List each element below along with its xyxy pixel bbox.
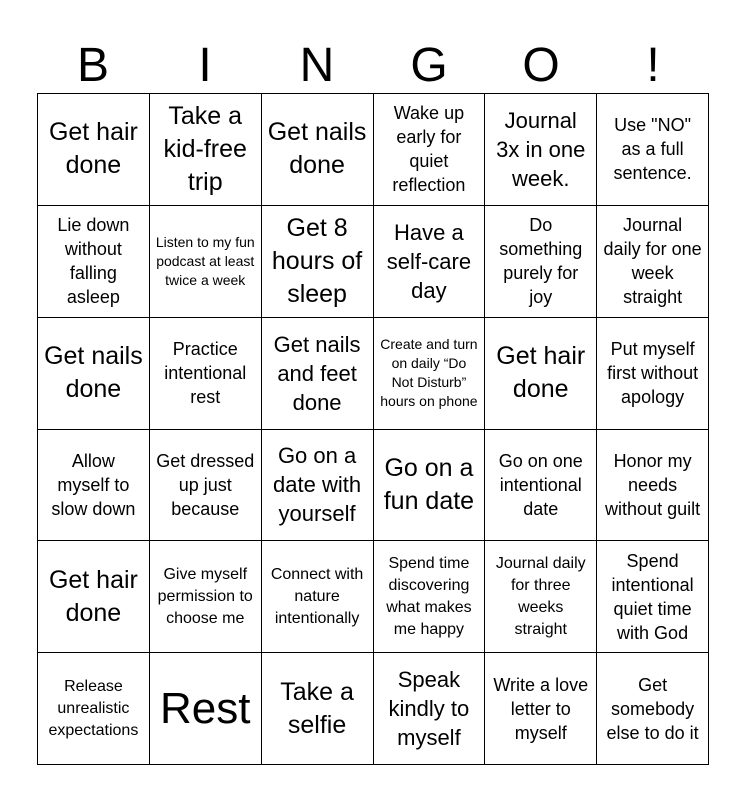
bingo-header-letter: B <box>76 39 109 92</box>
bingo-header <box>37 38 709 94</box>
bingo-cell-text: Honor my needs without guilt <box>605 450 701 519</box>
bingo-cell-text: Do something purely for joy <box>499 215 583 308</box>
bingo-cell[interactable] <box>38 653 150 765</box>
bingo-cell[interactable] <box>597 94 709 206</box>
bingo-cell-text: Use "NO" as a full sentence. <box>613 115 692 184</box>
bingo-cell[interactable] <box>597 430 709 542</box>
bingo-cell[interactable] <box>38 94 150 206</box>
bingo-cell[interactable] <box>597 206 709 318</box>
bingo-cell-text: Spend intentional quiet time with God <box>611 550 694 643</box>
bingo-cell[interactable] <box>262 318 374 430</box>
bingo-board <box>37 93 709 765</box>
bingo-cell-text: Journal daily for three weeks straight <box>495 554 586 638</box>
bingo-cell-text: Get nails and feet done <box>273 331 361 415</box>
bingo-cell-text: Go on a fun date <box>383 453 475 515</box>
bingo-cell-text: Go on one intentional date <box>498 450 583 519</box>
bingo-cell[interactable] <box>485 94 597 206</box>
bingo-cell[interactable] <box>485 318 597 430</box>
bingo-cell[interactable] <box>374 430 486 542</box>
bingo-cell-text: Put myself first without apology <box>607 339 699 408</box>
bingo-cell[interactable] <box>374 318 486 430</box>
bingo-cell-text: Take a kid-free trip <box>163 101 247 196</box>
bingo-cell[interactable] <box>262 430 374 542</box>
bingo-cell-text: Connect with nature intentionally <box>270 565 364 627</box>
bingo-cell-text: Journal 3x in one week. <box>496 107 586 191</box>
bingo-cell-text: Get dressed up just because <box>156 450 255 519</box>
bingo-cell[interactable] <box>150 318 262 430</box>
bingo-cell[interactable] <box>485 430 597 542</box>
bingo-cell[interactable] <box>38 206 150 318</box>
bingo-cell-text: Release unrealistic expectations <box>48 677 139 739</box>
bingo-cell[interactable] <box>374 653 486 765</box>
bingo-cell[interactable] <box>374 206 486 318</box>
bingo-cell[interactable] <box>150 430 262 542</box>
bingo-header-letter: O <box>522 39 560 92</box>
bingo-header-letter: ! <box>646 39 660 92</box>
bingo-cell[interactable] <box>150 94 262 206</box>
bingo-cell-text: Get somebody else to do it <box>606 674 699 743</box>
bingo-cell[interactable] <box>38 318 150 430</box>
bingo-cell[interactable] <box>485 206 597 318</box>
bingo-cell-text: Get hair done <box>48 565 138 627</box>
bingo-cell-text: Get nails done <box>267 118 367 180</box>
bingo-cell-text: Journal daily for one week straight <box>603 215 702 308</box>
bingo-cell[interactable] <box>485 541 597 653</box>
bingo-cell-text: Take a selfie <box>280 677 354 739</box>
bingo-cell[interactable] <box>485 653 597 765</box>
bingo-header-letter: I <box>198 39 212 92</box>
bingo-cell-text: Have a self-care day <box>386 219 472 303</box>
bingo-cell-text: Wake up early for quiet reflection <box>392 103 466 196</box>
bingo-cell[interactable] <box>150 206 262 318</box>
bingo-cell-text: Speak kindly to myself <box>388 667 470 751</box>
bingo-cell[interactable] <box>150 653 262 765</box>
bingo-cell[interactable] <box>38 430 150 542</box>
bingo-cell[interactable] <box>38 541 150 653</box>
bingo-cell[interactable] <box>262 653 374 765</box>
bingo-cell-text: Go on a date with yourself <box>273 443 362 527</box>
bingo-cell-text: Get hair done <box>496 342 586 404</box>
bingo-header-letter: N <box>299 39 335 92</box>
bingo-cell[interactable] <box>597 318 709 430</box>
bingo-cell[interactable] <box>597 653 709 765</box>
bingo-cell-text: Give myself permission to choose me <box>157 565 253 627</box>
bingo-cell-text: Create and turn on daily “Do Not Disturb” hours on phone <box>380 336 478 410</box>
bingo-cell-text: Rest <box>160 683 251 733</box>
bingo-cell[interactable] <box>262 206 374 318</box>
bingo-cell-text: Get 8 hours of sleep <box>271 213 363 308</box>
bingo-cell[interactable] <box>597 541 709 653</box>
bingo-cell-text: Practice intentional rest <box>164 339 247 408</box>
bingo-cell-text: Spend time discovering what makes me happy <box>386 554 472 638</box>
bingo-header-letter: G <box>410 39 448 92</box>
bingo-cell-text: Allow myself to slow down <box>51 450 136 519</box>
bingo-cell[interactable] <box>262 94 374 206</box>
bingo-cell[interactable] <box>150 541 262 653</box>
bingo-cell[interactable] <box>374 94 486 206</box>
bingo-cell-text: Get nails done <box>44 342 143 404</box>
bingo-cell-text: Lie down without falling asleep <box>57 215 130 308</box>
bingo-cell-text: Listen to my fun podcast at least twice a week <box>155 233 255 288</box>
bingo-cell[interactable] <box>262 541 374 653</box>
bingo-cell-text: Get hair done <box>48 118 138 180</box>
bingo-cell[interactable] <box>374 541 486 653</box>
bingo-cell-text: Write a love letter to myself <box>493 674 589 743</box>
